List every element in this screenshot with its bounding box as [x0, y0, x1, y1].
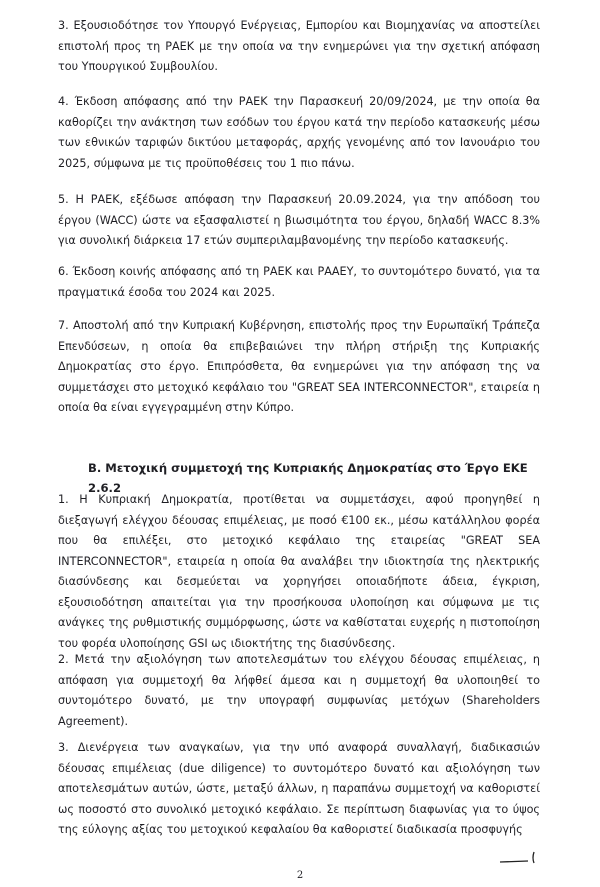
- paragraph-b3: 3. Διενέργεια των αναγκαίων, για την υπό αναφορά συναλλαγή, διαδικασιών δέουσας επιμέλειας (due diligence) το συντομότερο δυνατό και αξιολόγηση των αποτελεσμάτων αυτών, ώστε, μεταξύ άλλων, η παραπάνω συμμετοχή να καθοριστεί ως ποσοστό στο συνολικό μετοχικό κεφάλαιο. Σε περίπτωση διαφωνίας για το ύψος της εύλογης αξίας του μετοχικού κεφαλαίου θα καθοριστεί διαδικασία προσφυγής: [58, 741, 540, 836]
- signature-mark: [498, 846, 546, 868]
- paragraph-a7: 7. Αποστολή από την Κυπριακή Κυβέρνηση, επιστολής προς την Ευρωπαϊκή Τράπεζα Επενδύσεων, η οποία θα επιβεβαιώνει την πλήρη στήριξη της Κυπριακής Δημοκρατίας στο έργο. Επιπρόσθετα, θα ενημερώνει για την απόφαση της να συμμετάσχει στο μετοχικό κεφάλαιο του "GREAT SEA INTERCONNECTOR", εταιρεία η οποία θα είναι εγγεγραμμένη στην Κύπρο.: [58, 319, 540, 414]
- paragraph-b1: 1. Η Κυπριακή Δημοκρατία, προτίθεται να συμμετάσχει, αφού προηγηθεί η διεξαγωγή ελέγχου δέουσας επιμέλειας, με ποσό €100 εκ., μέσω κατάλληλου φορέα που θα επιλέξει, στο μετοχικό κεφάλαιο της εταιρείας "GREAT SEA INTERCONNECTOR", εταιρεία η οποία θα αναλάβει την ιδιοκτησία της ηλεκτρικής διασύνδεσης και δεσμεύεται να χορηγήσει οποιαδήποτε άδεια, έγκριση, εξουσιοδότηση απαιτείται για την προσήκουσα υλοποίηση και σύμφωνα με τις ανάγκες της ρυθμιστικής συμμόρφωσης, ώστε να καθίσταται ευχερής η πιστοποίηση του φορέα υλοποίησης GSI ως ιδιοκτήτης της διασύνδεσης.: [58, 493, 540, 650]
- paragraph-a5: 5. Η ΡΑΕΚ, εξέδωσε απόφαση την Παρασκευή 20.09.2024, για την απόδοση του έργου (WACC) ώστε να εξασφαλιστεί η βιωσιμότητα του έργου, δηλαδή WACC 8.3% για συνολική διάρκεια 17 ετών συμπεριλαμβανομένης την περίοδο κατασκευής.: [58, 193, 540, 247]
- paragraph-a6: 6. Έκδοση κοινής απόφασης από τη ΡΑΕΚ και ΡΑΑΕΥ, το συντομότερο δυνατό, για τα πραγματικά έσοδα του 2024 και 2025.: [58, 265, 540, 299]
- page-number: 2: [296, 870, 304, 881]
- paragraph-b2: 2. Μετά την αξιολόγηση των αποτελεσμάτων του ελέγχου δέουσας επιμέλειας, η απόφαση για συμμετοχή θα λήφθεί άμεσα και η συμμετοχή θα υλοποιηθεί το συντομότερο δυνατό, με την υπογραφή συμφωνίας μετόχων (Shareholders Agreement).: [58, 653, 540, 728]
- section-heading-b: Β. Μετοχική συμμετοχή της Κυπριακής Δημοκρατίας στο Έργο ΕΚΕ 2.6.2: [88, 461, 528, 495]
- paragraph-a4: 4. Έκδοση απόφασης από την ΡΑΕΚ την Παρασκευή 20/09/2024, με την οποία θα καθορίζει την ανάκτηση των εσόδων του έργου κατά την περίοδο κατασκευής μέσω των εθνικών ταριφών δικτύου μεταφοράς, αρχής γενομένης από τον Ιανουάριο του 2025, σύμφωνα με τις προϋποθέσεις του 1 πιο πάνω.: [58, 95, 540, 170]
- paragraph-a3: 3. Εξουσιοδότησε τον Υπουργό Ενέργειας, Εμπορίου και Βιομηχανίας να αποστείλει επιστολή προς τη ΡΑΕΚ με την οποία να την ενημερώνει για την σχετική απόφαση του Υπουργικού Συμβουλίου.: [58, 19, 540, 73]
